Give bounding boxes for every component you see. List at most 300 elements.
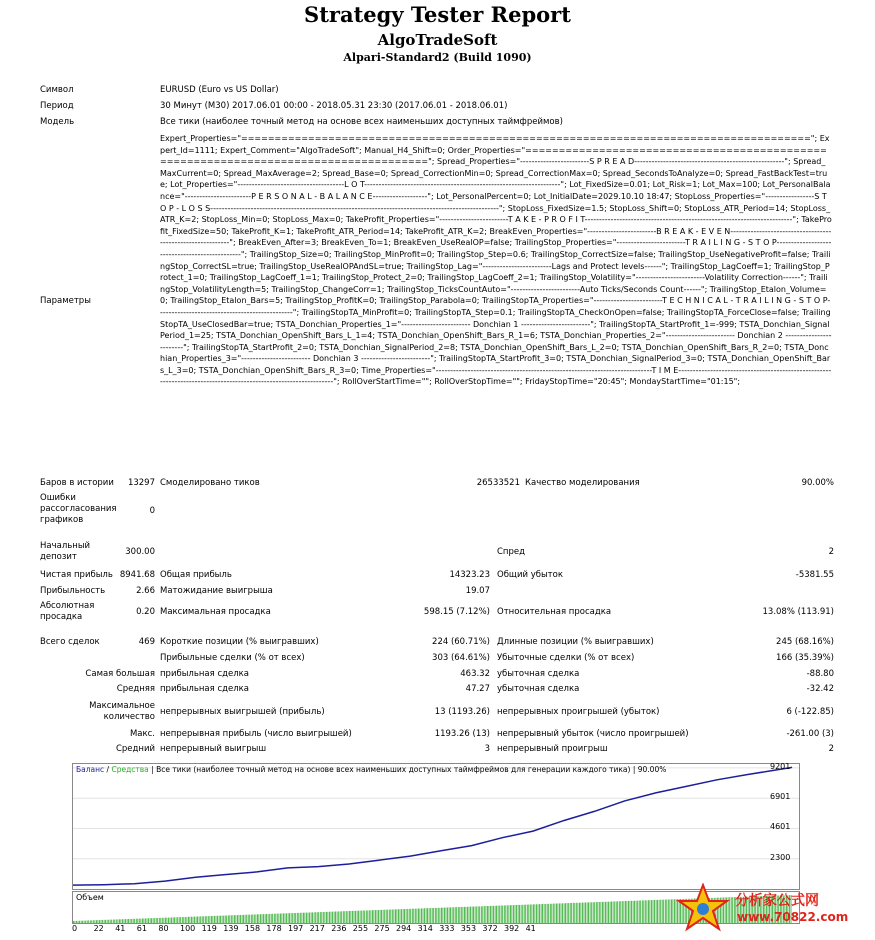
volume-bar — [383, 910, 384, 923]
volume-bar — [455, 907, 456, 923]
volume-bar — [424, 908, 425, 923]
volume-bar — [656, 900, 657, 923]
volume-bar — [308, 913, 309, 924]
volume-bar — [266, 914, 267, 923]
volume-bar — [309, 913, 310, 924]
volume-bar — [597, 902, 598, 923]
volume-bar — [210, 916, 211, 923]
volume-bar — [410, 909, 411, 923]
volume-bar — [133, 919, 134, 923]
netprofit-label: Чистая прибыль — [40, 570, 113, 580]
volume-bar — [420, 909, 421, 924]
volume-bar — [364, 911, 365, 924]
volume-bar — [128, 919, 129, 923]
volume-bar — [375, 910, 376, 923]
largest-profit-value: 463.32 — [460, 669, 490, 679]
volume-bar — [653, 900, 654, 923]
volume-bar — [295, 913, 296, 923]
volume-bar — [160, 918, 161, 923]
volume-bar — [432, 908, 433, 923]
maxprofit-wins-value: 1193.26 (13) — [434, 729, 490, 739]
volume-bar — [521, 905, 522, 923]
volume-bar — [162, 918, 163, 923]
volume-bar — [214, 916, 215, 923]
volume-bar — [337, 912, 338, 924]
balance-chart-svg — [73, 761, 799, 889]
volume-bar — [660, 900, 661, 923]
volume-bar — [104, 920, 105, 923]
volume-bar — [407, 909, 408, 923]
x-tick-label: 139 — [223, 924, 239, 933]
volume-bar — [387, 910, 388, 923]
volume-bar — [256, 914, 257, 923]
volume-bar — [148, 918, 149, 923]
volume-bar — [141, 919, 142, 923]
volume-bar — [541, 904, 542, 923]
volume-bar — [636, 901, 637, 923]
volume-bar — [252, 915, 253, 924]
volume-bar — [190, 917, 191, 923]
expert-name: AlgoTradeSoft — [377, 31, 498, 49]
volume-bar — [634, 901, 635, 923]
volume-bar — [136, 919, 137, 923]
volume-bar — [545, 904, 546, 923]
volume-bar — [536, 904, 537, 923]
volume-bar — [144, 918, 145, 923]
pf-label: Прибыльность — [40, 586, 106, 596]
volume-bar — [472, 907, 473, 923]
volume-bar — [211, 916, 212, 923]
volume-bar — [239, 915, 240, 923]
volume-bar — [116, 919, 117, 923]
volume-bar — [579, 903, 580, 923]
volume-bar — [315, 912, 316, 923]
x-tick-label: 41 — [115, 924, 126, 933]
volume-bar — [614, 901, 615, 923]
volume-bar — [398, 909, 399, 923]
volume-bar — [492, 906, 493, 923]
avgcons-losses-value: 2 — [828, 744, 834, 754]
volume-bar — [403, 909, 404, 923]
volume-bar — [351, 911, 352, 923]
volume-bar — [202, 916, 203, 923]
volume-bar — [487, 906, 488, 923]
volume-bar — [283, 913, 284, 923]
x-tick-label: 314 — [417, 924, 433, 933]
volume-bar — [105, 920, 106, 923]
maxprofit-losses-label: непрерывный убыток (число проигрышей) — [497, 729, 689, 739]
x-tick-label: 178 — [266, 924, 282, 933]
volume-bar — [558, 904, 559, 924]
volume-bar — [199, 917, 200, 924]
volume-bar — [602, 902, 603, 923]
x-tick-label: 236 — [331, 924, 347, 933]
volume-bar — [321, 912, 322, 923]
volume-bar — [530, 905, 531, 924]
volume-bar — [108, 920, 109, 923]
grossprofit-value: 14323.23 — [449, 570, 490, 580]
volume-bar — [159, 918, 160, 923]
volume-bar — [257, 914, 258, 923]
volume-bar — [404, 909, 405, 923]
volume-bar — [122, 919, 123, 923]
volume-bar — [142, 919, 143, 924]
volume-bar — [608, 902, 609, 923]
quality-value: 90.00% — [801, 478, 834, 488]
volume-bar — [596, 902, 597, 923]
volume-bar — [498, 906, 499, 923]
volume-bar — [298, 913, 299, 923]
volume-bar — [426, 908, 427, 923]
volume-bar — [565, 903, 566, 923]
volume-bar — [562, 903, 563, 923]
volume-bar — [620, 901, 621, 923]
volume-bar — [507, 905, 508, 923]
volume-bar — [510, 905, 511, 923]
volume-bar — [651, 900, 652, 923]
quality-label: Качество моделирования — [525, 478, 640, 488]
volume-bar — [643, 900, 644, 923]
volume-bar — [412, 909, 413, 923]
volume-bar — [450, 907, 451, 923]
largest-loss-value: -88.80 — [806, 669, 834, 679]
ticks-value: 26533521 — [476, 478, 520, 488]
volume-bar — [447, 908, 448, 924]
maxcons-label: Максимальное количество — [89, 701, 155, 722]
volume-bar — [277, 914, 278, 923]
volume-bar — [415, 909, 416, 923]
volume-bar — [441, 908, 442, 923]
volume-bar — [640, 901, 641, 924]
symbol-value: EURUSD (Euro vs US Dollar) — [160, 85, 279, 95]
volume-bar — [496, 906, 497, 923]
grossprofit-label: Общая прибыль — [160, 570, 232, 580]
volume-bar — [374, 910, 375, 923]
volume-bar — [378, 910, 379, 923]
volume-bar — [666, 900, 667, 924]
x-tick-label: 372 — [482, 924, 498, 933]
period-label: Период — [40, 101, 74, 111]
volume-bar — [443, 908, 444, 923]
volume-bar — [348, 911, 349, 923]
volume-bar — [151, 918, 152, 923]
volume-bar — [617, 901, 618, 923]
volume-bar — [206, 916, 207, 923]
volume-bar — [318, 912, 319, 923]
errors-label: Ошибки рассогласования графиков — [40, 493, 117, 525]
volume-bar — [168, 918, 169, 923]
maxcons-losses-label: непрерывных проигрышей (убыток) — [497, 707, 660, 717]
volume-bar — [461, 907, 462, 923]
volume-bar — [297, 913, 298, 923]
volume-bar — [150, 918, 151, 923]
volume-bar — [588, 902, 589, 923]
volume-bar — [354, 911, 355, 923]
volume-bar — [312, 912, 313, 923]
volume-bar — [452, 907, 453, 923]
volume-bar — [633, 901, 634, 923]
volume-bar — [551, 904, 552, 923]
volume-bar — [346, 911, 347, 923]
volume-bar — [182, 917, 183, 923]
volume-bar — [360, 911, 361, 923]
volume-bar — [84, 921, 85, 923]
volume-bar — [101, 920, 102, 923]
volume-bar — [352, 911, 353, 923]
volume-bar — [501, 906, 502, 924]
period-value: 30 Минут (M30) 2017.06.01 00:00 - 2018.05.31 23:30 (2017.06.01 - 2018.06.01) — [160, 101, 508, 111]
volume-bar — [219, 916, 220, 923]
avgcons-wins-value: 3 — [484, 744, 490, 754]
volume-bar — [291, 913, 292, 923]
volume-bar — [542, 904, 543, 923]
volume-bar — [305, 913, 306, 923]
volume-bar — [272, 914, 273, 923]
x-tick-label: 275 — [374, 924, 390, 933]
maxcons-losses-value: 6 (-122.85) — [786, 707, 834, 717]
deposit-label: Начальный депозит — [40, 541, 91, 562]
absdd-value: 0.20 — [136, 607, 155, 617]
volume-bar — [335, 912, 336, 924]
volume-bar — [268, 914, 269, 923]
volume-bar — [262, 914, 263, 923]
volume-bar — [568, 903, 569, 923]
volume-bar — [446, 908, 447, 924]
volume-bar — [300, 913, 301, 923]
volume-bar — [590, 902, 591, 923]
volume-bar — [622, 901, 623, 923]
volume-bar — [340, 911, 341, 923]
volume-bar — [578, 903, 579, 923]
loss-trades-label: Убыточные сделки (% от всех) — [497, 653, 635, 663]
profit-trades-value: 303 (64.61%) — [432, 653, 490, 663]
volume-bar — [240, 915, 241, 923]
volume-bar — [234, 915, 235, 923]
volume-bar — [314, 912, 315, 923]
errors-value: 0 — [149, 506, 155, 516]
volume-bar — [413, 909, 414, 923]
volume-bar — [306, 913, 307, 923]
volume-bar — [555, 904, 556, 923]
volume-bar — [174, 917, 175, 923]
volume-bar — [573, 903, 574, 923]
volume-bar — [110, 920, 111, 923]
volume-bar — [81, 921, 82, 923]
volume-bar — [401, 909, 402, 923]
volume-bar — [187, 917, 188, 923]
x-tick-label: 294 — [396, 924, 412, 933]
average-profit-label: прибыльная сделка — [160, 684, 250, 694]
volume-bar — [246, 915, 247, 923]
volume-bar — [225, 916, 226, 924]
volume-bar — [127, 919, 128, 923]
volume-bar — [637, 901, 638, 923]
volume-bar — [119, 919, 120, 923]
volume-bar — [200, 916, 201, 923]
volume-bar — [429, 908, 430, 923]
volume-bar — [544, 904, 545, 923]
volume-bar — [665, 900, 666, 923]
volume-bar — [332, 912, 333, 923]
chart-legend — [76, 765, 666, 774]
volume-bar — [611, 902, 612, 924]
volume-bar — [107, 920, 108, 923]
volume-bar — [251, 915, 252, 923]
volume-bar — [610, 902, 611, 923]
volume-bar — [493, 906, 494, 923]
volume-bar — [662, 900, 663, 923]
bars-label: Баров в истории — [40, 478, 114, 488]
volume-bar — [145, 918, 146, 923]
volume-bar — [585, 903, 586, 924]
volume-bar — [249, 915, 250, 923]
volume-label: Объем — [76, 893, 104, 902]
volume-bar — [338, 911, 339, 923]
volume-bar — [654, 900, 655, 923]
volume-bar — [217, 916, 218, 923]
maxprofit-losses-value: -261.00 (3) — [786, 729, 834, 739]
volume-bar — [456, 907, 457, 923]
volume-bar — [179, 917, 180, 923]
volume-bar — [417, 909, 418, 923]
volume-bar — [93, 920, 94, 923]
volume-bar — [147, 918, 148, 923]
report-title: Strategy Tester Report — [304, 2, 571, 27]
average-profit-value: 47.27 — [465, 684, 490, 694]
volume-bar — [532, 904, 533, 923]
volume-bar — [567, 903, 568, 923]
volume-bar — [657, 900, 658, 923]
volume-bar — [670, 899, 671, 923]
volume-bar — [137, 919, 138, 923]
volume-bar — [344, 911, 345, 923]
absdd-label: Абсолютная просадка — [40, 601, 95, 622]
expected-label: Матожидание выигрыша — [160, 586, 273, 596]
largest-profit-label: прибыльная сделка — [160, 669, 250, 679]
grossloss-value: -5381.55 — [795, 570, 834, 580]
volume-bar — [584, 903, 585, 924]
volume-bar — [513, 905, 514, 923]
volume-bar — [499, 906, 500, 923]
reldd-label: Относительная просадка — [497, 607, 612, 617]
volume-bar — [96, 920, 97, 923]
volume-bar — [139, 919, 140, 923]
volume-bar — [482, 906, 483, 923]
volume-bar — [512, 905, 513, 923]
avgcons-label: Средний — [115, 744, 155, 754]
volume-bar — [302, 913, 303, 923]
volume-bar — [522, 905, 523, 923]
volume-bar — [659, 900, 660, 923]
volume-bar — [294, 913, 295, 923]
volume-bar — [176, 917, 177, 923]
volume-bar — [505, 905, 506, 923]
volume-bar — [449, 907, 450, 923]
volume-bar — [576, 903, 577, 923]
volume-bar — [134, 919, 135, 923]
reldd-value: 13.08% (113.91) — [762, 607, 834, 617]
legend-rest: | Все тики (наиболее точный метод на основе всех наименьших доступных таймфреймов для генерации каждого тика) | 90.00% — [148, 765, 667, 774]
volume-bar — [229, 915, 230, 923]
volume-bar — [183, 917, 184, 923]
x-tick-label: 0 — [72, 924, 78, 933]
volume-bar — [320, 912, 321, 923]
short-value: 224 (60.71%) — [432, 637, 490, 647]
avgcons-losses-label: непрерывный проигрыш — [497, 744, 608, 754]
volume-bar — [91, 920, 92, 923]
volume-bar — [673, 899, 674, 923]
volume-bar — [113, 920, 114, 923]
volume-bar — [561, 903, 562, 923]
trades-label: Всего сделок — [40, 637, 100, 647]
spread-value: 2 — [828, 547, 834, 557]
volume-bar — [180, 917, 181, 923]
volume-bar — [285, 913, 286, 923]
volume-bar — [594, 902, 595, 923]
maxprofit-wins-label: непрерывная прибыль (число выигрышей) — [160, 729, 352, 739]
volume-bar — [357, 911, 358, 923]
volume-bar — [548, 904, 549, 923]
volume-bar — [440, 908, 441, 923]
x-tick-label: 22 — [93, 924, 104, 933]
volume-bar — [645, 900, 646, 923]
volume-bar — [367, 910, 368, 923]
volume-bar — [625, 901, 626, 923]
volume-bar — [88, 920, 89, 923]
legend-balance: Баланс — [76, 765, 105, 774]
volume-bar — [619, 901, 620, 923]
volume-bar — [466, 907, 467, 923]
x-tick-label: 80 — [158, 924, 169, 933]
volume-bar — [274, 914, 275, 923]
volume-bar — [193, 917, 194, 923]
volume-bar — [458, 907, 459, 923]
volume-bar — [389, 910, 390, 923]
volume-bar — [355, 911, 356, 923]
volume-bar — [539, 904, 540, 923]
x-tick-label: 255 — [352, 924, 369, 933]
volume-bar — [329, 912, 330, 923]
trades-value: 469 — [138, 637, 155, 647]
average-loss-value: -32.42 — [806, 684, 834, 694]
y-tick-label: 2300 — [770, 852, 791, 862]
volume-bar — [423, 908, 424, 923]
volume-bar — [111, 920, 112, 923]
volume-bar — [371, 910, 372, 923]
volume-bar — [481, 906, 482, 923]
x-tick-label: 61 — [136, 924, 147, 933]
volume-bar — [538, 904, 539, 923]
volume-bar — [528, 905, 529, 924]
volume-bar — [648, 900, 649, 923]
x-tick-label: 333 — [439, 924, 455, 933]
volume-bar — [550, 904, 551, 923]
volume-bar — [131, 919, 132, 923]
volume-bar — [95, 920, 96, 923]
volume-bar — [564, 903, 565, 923]
volume-bar — [303, 913, 304, 923]
volume-bar — [197, 917, 198, 924]
volume-bar — [288, 913, 289, 923]
volume-bar — [154, 918, 155, 923]
x-tick-label: 197 — [288, 924, 304, 933]
volume-bar — [343, 911, 344, 923]
watermark-text: 分析家公式网 — [735, 893, 819, 909]
volume-bar — [642, 900, 643, 923]
volume-bar — [381, 910, 382, 923]
long-value: 245 (68.16%) — [776, 637, 834, 647]
volume-bar — [604, 902, 605, 923]
